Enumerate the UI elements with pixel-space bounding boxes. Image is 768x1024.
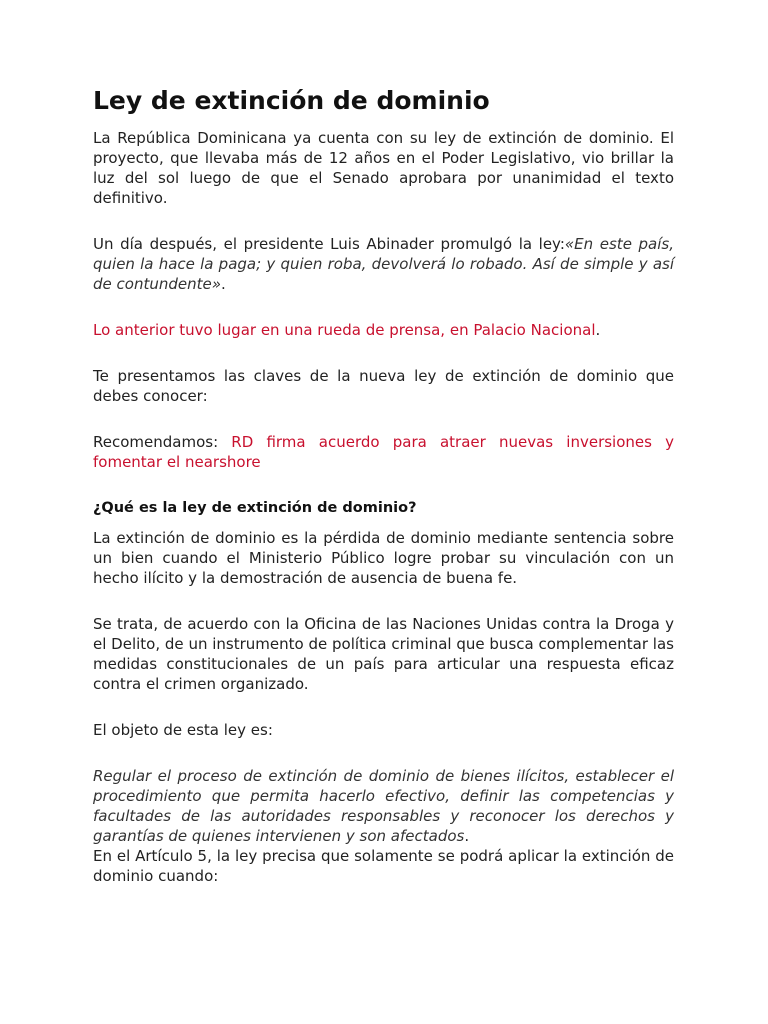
article-title: Ley de extinción de dominio bbox=[93, 86, 490, 115]
promulgation-end: . bbox=[220, 275, 226, 293]
article-body bbox=[93, 86, 674, 912]
paragraph-unodc: Se trata, de acuerdo con la Oficina de las Naciones Unidas contra la Droga y el Delito, de un instrumento de política criminal que busca complementar las medidas constitucionales de un país para articular una respuesta eficaz contra el crimen organizado. bbox=[93, 615, 674, 693]
paragraph-object-quote bbox=[93, 766, 674, 846]
object-quote: Regular el proceso de extinción de dominio de bienes ilícitos, establecer el procedimiento que permita hacerlo efectivo, definir las competencias y facultades de las autoridades responsables y reconocer los derechos y garantías de quienes intervienen y son afectados bbox=[93, 767, 674, 845]
press-conference-end: . bbox=[595, 321, 601, 339]
paragraph-article-5: En el Artículo 5, la ley precisa que solamente se podrá aplicar la extinción de dominio cuando: bbox=[93, 847, 674, 885]
paragraph-definition: La extinción de dominio es la pérdida de dominio mediante sentencia sobre un bien cuando el Ministerio Público logre probar su vinculación con un hecho ilícito y la demostración de ausencia de buena fe. bbox=[93, 529, 674, 587]
press-conference-link[interactable]: Lo anterior tuvo lugar en una rueda de prensa, en Palacio Nacional bbox=[93, 321, 596, 339]
paragraph-intro: La República Dominicana ya cuenta con su ley de extinción de dominio. El proyecto, que llevaba más de 12 años en el Poder Legislativo, vio brillar la luz del sol luego de que el Senado aprobara por unanimidad el texto definitivo. bbox=[93, 129, 674, 207]
paragraph-keys: Te presentamos las claves de la nueva ley de extinción de dominio que debes conocer: bbox=[93, 367, 674, 405]
paragraph-promulgation bbox=[93, 234, 674, 294]
recommended-label: Recomendamos: bbox=[93, 433, 232, 451]
section-heading: ¿Qué es la ley de extinción de dominio? bbox=[93, 500, 417, 516]
paragraph-press-conference bbox=[93, 320, 674, 340]
paragraph-object-intro: El objeto de esta ley es: bbox=[93, 721, 273, 739]
president-quote: «En este país, quien la hace la paga; y quien roba, devolverá lo robado. Así de simple y así de contundente» bbox=[93, 235, 674, 293]
object-quote-end: . bbox=[464, 827, 470, 845]
recommended-link[interactable]: RD firma acuerdo para atraer nuevas inversiones y fomentar el nearshore bbox=[93, 433, 674, 471]
promulgation-lead: Un día después, el presidente Luis Abinader promulgó la ley: bbox=[93, 235, 565, 253]
paragraph-recommended bbox=[93, 432, 674, 472]
